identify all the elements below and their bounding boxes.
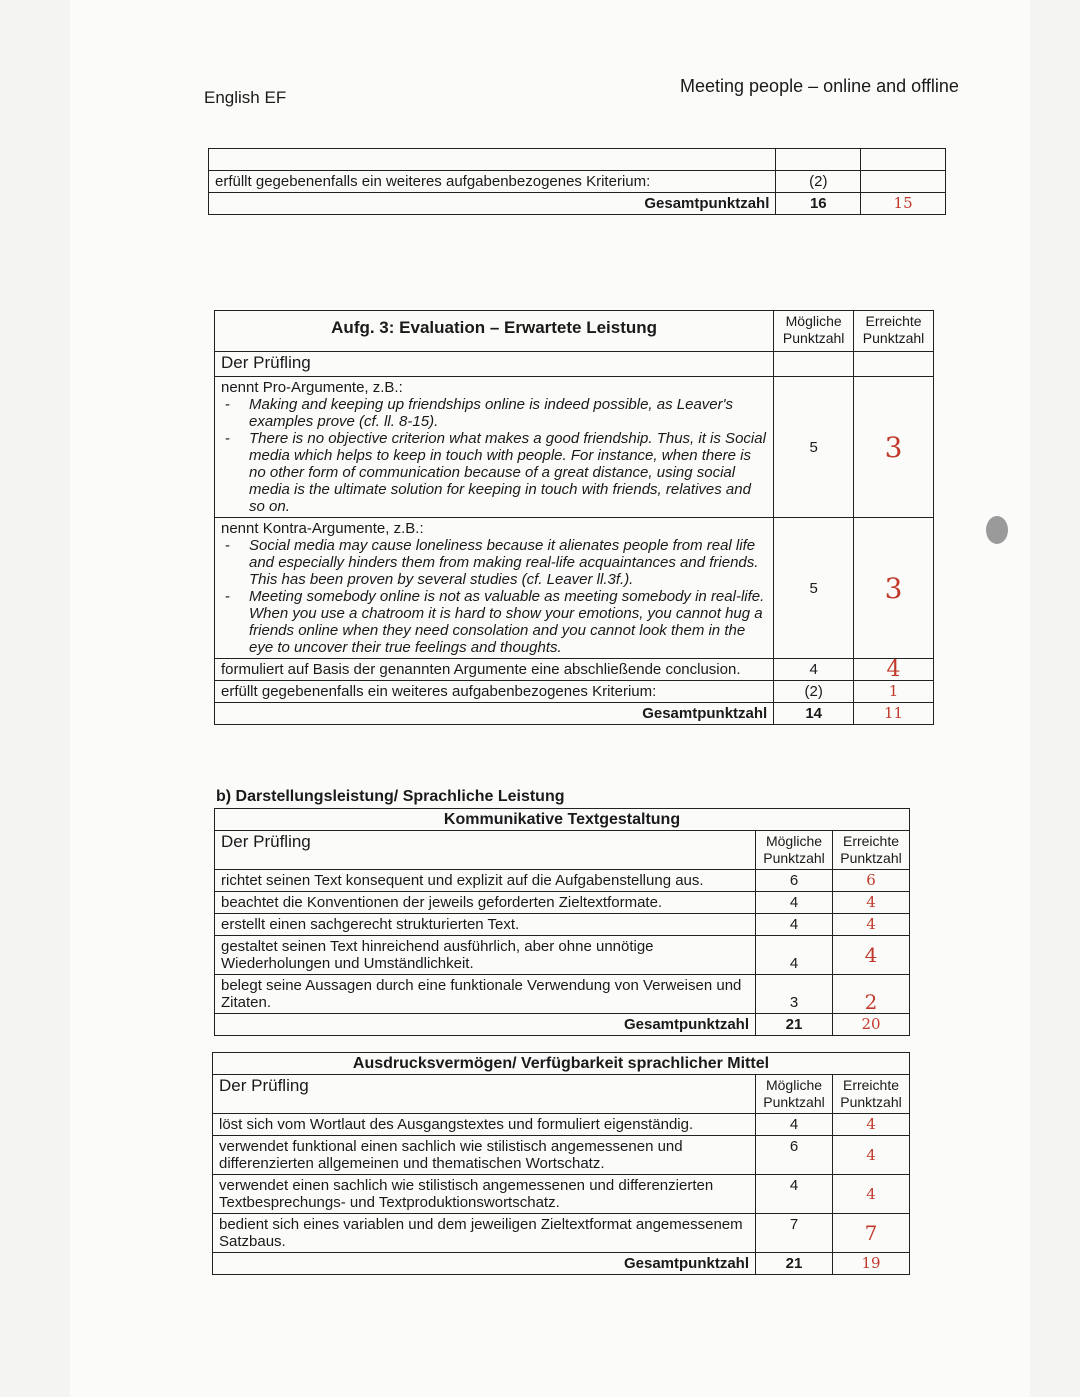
kt-row-points: 4 (756, 914, 833, 936)
kt-row-label: belegt seine Aussagen durch eine funktionale Verwendung von Verweisen und Zitaten. (215, 975, 756, 1014)
av-row-points: 4 (756, 1175, 833, 1214)
criterion-points: (2) (776, 171, 861, 193)
task3-total-achieved: 11 (854, 703, 934, 725)
task3-total-points: 14 (774, 703, 854, 725)
extra-criterion-achieved: 1 (854, 681, 934, 703)
kt-row-achieved: 4 (833, 892, 910, 914)
av-row-label: verwendet funktional einen sachlich wie stilistisch angemessenen und differenzierten allgemeinen und thematischen Wortschatz. (213, 1136, 756, 1175)
conclusion-points: 4 (774, 659, 854, 681)
kt-total-label: Gesamtpunktzahl (215, 1014, 756, 1036)
total-achieved: 15 (861, 193, 946, 215)
extra-criterion-label: erfüllt gegebenenfalls ein weiteres aufgabenbezogenes Kriterium: (215, 681, 774, 703)
kt-row-points: 3 (756, 975, 833, 1014)
kt-row-achieved: 6 (833, 870, 910, 892)
kt-row-points: 4 (756, 936, 833, 975)
kt-row-achieved: 4 (833, 936, 910, 975)
pro-item: - There is no objective criterion what makes a good friendship. Thus, it is Social media which helps to keep in touch with people. For instance, when there is no other form of communication because of a great distance, using social media is the ultimate solution for keeping in touch with friends, relatives and so on. (249, 430, 767, 515)
pro-heading: nennt Pro-Argumente, z.B.: (221, 379, 403, 396)
contra-heading: nennt Kontra-Argumente, z.B.: (221, 520, 424, 537)
kt-total-points: 21 (756, 1014, 833, 1036)
pro-arguments (215, 377, 774, 518)
kt-row-achieved: 2 (833, 975, 910, 1014)
av-row-points: 7 (756, 1214, 833, 1253)
av-row-points: 6 (756, 1136, 833, 1175)
av-table (212, 1052, 910, 1275)
av-row-achieved: 4 (833, 1114, 910, 1136)
av-title: Ausdrucksvermögen/ Verfügbarkeit sprachlicher Mittel (213, 1053, 910, 1075)
av-row-achieved: 4 (833, 1136, 910, 1175)
contra-item: - Social media may cause loneliness because it alienates people from real life and especially hinders them from making real-life acquaintances and friends. This has been proven by several studies (cf. Leaver ll.3f.). (249, 537, 767, 588)
conclusion-achieved: 4 (854, 659, 934, 681)
total-label: Gesamtpunktzahl (209, 193, 776, 215)
contra-points: 5 (774, 518, 854, 659)
kt-title: Kommunikative Textgestaltung (215, 809, 910, 831)
kt-total-achieved: 20 (833, 1014, 910, 1036)
kt-row-points: 6 (756, 870, 833, 892)
av-total-label: Gesamtpunktzahl (213, 1253, 756, 1275)
av-row-achieved: 4 (833, 1175, 910, 1214)
total-points: 16 (776, 193, 861, 215)
pro-points: 5 (774, 377, 854, 518)
kt-row-points: 4 (756, 892, 833, 914)
av-total-achieved: 19 (833, 1253, 910, 1275)
header-title: Meeting people – online and offline (680, 76, 959, 96)
top-score-table (208, 148, 946, 215)
av-row-label: löst sich vom Wortlaut des Ausgangstextes und formuliert eigenständig. (213, 1114, 756, 1136)
kt-row-label: beachtet die Konventionen der jeweils geforderten Zieltextformate. (215, 892, 756, 914)
kt-row-label: richtet seinen Text konsequent und explizit auf die Aufgabenstellung aus. (215, 870, 756, 892)
conclusion-label: formuliert auf Basis der genannten Argumente eine abschließende conclusion. (215, 659, 774, 681)
col-possible: Mögliche Punktzahl (774, 311, 854, 352)
criterion-label: erfüllt gegebenenfalls ein weiteres aufgabenbezogenes Kriterium: (209, 171, 776, 193)
extra-criterion-points: (2) (774, 681, 854, 703)
task3-title: Aufg. 3: Evaluation – Erwartete Leistung (215, 311, 774, 352)
av-row-achieved: 7 (833, 1214, 910, 1253)
av-row-label: bedient sich eines variablen und dem jeweiligen Zieltextformat angemessenem Satzbaus. (213, 1214, 756, 1253)
task3-total-label: Gesamtpunktzahl (215, 703, 774, 725)
contra-item: - Meeting somebody online is not as valuable as meeting somebody in real-life. When you use a chatroom it is hard to show your emotions, you cannot hug a friends online when they need consolation and you cannot look them in the eye to uncover their true feelings and thoughts. (249, 588, 767, 656)
col-achieved: Erreichte Punktzahl (854, 311, 934, 352)
kt-row-achieved: 4 (833, 914, 910, 936)
part-b-title: b) Darstellungsleistung/ Sprachliche Leistung (216, 788, 565, 805)
av-pruefling: Der Prüfling (213, 1075, 756, 1114)
kt-table (214, 808, 910, 1036)
pro-item: - Making and keeping up friendships online is indeed possible, as Leaver's examples prove (cf. ll. 8-15). (249, 396, 767, 430)
contra-achieved: 3 (854, 518, 934, 659)
kt-col-possible: Mögliche Punktzahl (756, 831, 833, 870)
kt-pruefling: Der Prüfling (215, 831, 756, 870)
av-total-points: 21 (756, 1253, 833, 1275)
av-row-label: verwendet einen sachlich wie stilistisch angemessenen und differenzierten Textbesprechungs- und Textproduktionswortschatz. (213, 1175, 756, 1214)
kt-row-label: erstellt einen sachgerecht strukturierten Text. (215, 914, 756, 936)
av-col-achieved: Erreichte Punktzahl (833, 1075, 910, 1114)
contra-arguments (215, 518, 774, 659)
punch-hole-shadow (986, 516, 1008, 544)
av-col-possible: Mögliche Punktzahl (756, 1075, 833, 1114)
kt-row-label: gestaltet seinen Text hinreichend ausführlich, aber ohne unnötige Wiederholungen und Umständlichkeit. (215, 936, 756, 975)
av-row-points: 4 (756, 1114, 833, 1136)
pruefling-label: Der Prüfling (215, 352, 774, 377)
pro-achieved: 3 (854, 377, 934, 518)
header-course: English EF (204, 88, 287, 107)
task3-table (214, 310, 934, 725)
kt-col-achieved: Erreichte Punktzahl (833, 831, 910, 870)
